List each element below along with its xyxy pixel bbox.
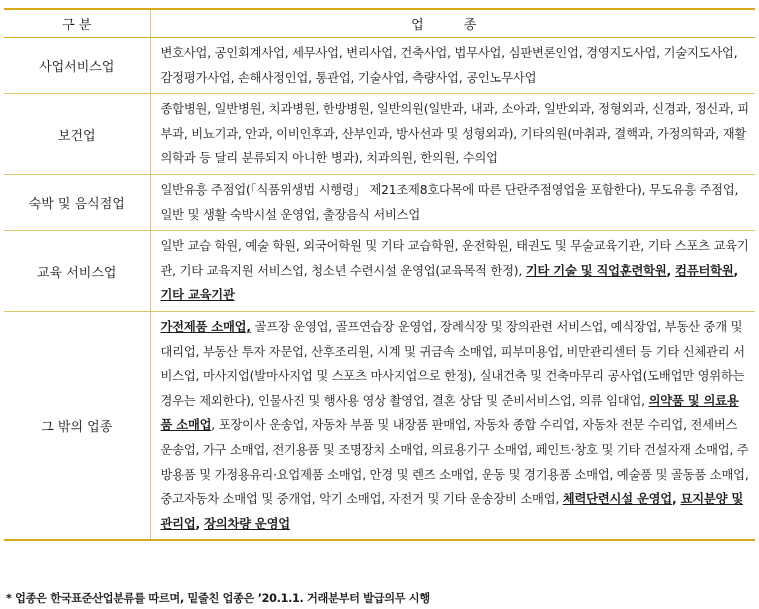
row-category: 그 밖의 업종 [4, 311, 150, 540]
row-industries [150, 231, 755, 312]
underlined-industry: 기타 기술 및 직업훈련학원 [525, 263, 667, 278]
underlined-industry: 가전제품 소매업, [160, 319, 251, 334]
row-category: 교육 서비스업 [4, 231, 150, 312]
row-category: 사업서비스업 [4, 38, 150, 94]
underlined-industry: 장의차량 운영업 [204, 516, 290, 531]
table-row [4, 231, 755, 312]
underlined-industry: 기타 교육기관 [160, 288, 235, 303]
industry-text: 일반유흥 주점업(「식품위생법 시행령」 제21조제8호다목에 따른 단란주점영업을 포함한다), 무도유흥 주점업, 일반 및 생활 숙박시설 운영업, 출장음식 서비스업 [160, 182, 739, 222]
industry-text: 일반 교습 학원, 예술 학원, 외국어학원 및 기타 교습학원, 운전학원, 태권도 및 무술교육기관, 기타 스포츠 교육기관, 기타 교육지원 서비스업, 청소년 수련시설 운영업(교육목적 한정), [160, 239, 749, 278]
industry-text: , [666, 263, 676, 278]
row-industries [150, 94, 755, 175]
header-category: 구 분 [4, 9, 150, 38]
row-industries [150, 38, 755, 94]
table-row [4, 38, 755, 94]
table-row [4, 311, 755, 540]
footnote: * 업종은 한국표준산업분류를 따르며, 밑줄친 업종은 ’20.1.1. 거래분부터 발급의무 시행 [6, 592, 430, 605]
industry-text: 변호사업, 공인회계사업, 세무사업, 변리사업, 건축사업, 법무사업, 심판변론인업, 경영지도사업, 기술지도사업, 감정평가사업, 손해사정인업, 통관업, 기술사업, 측량사업, 공인노무사업 [160, 46, 738, 85]
table-header-row [4, 9, 755, 38]
row-industries [150, 311, 755, 540]
table-row [4, 174, 755, 230]
underlined-industry: 체력단련시설 운영업 [562, 492, 672, 507]
industry-text: 종합병원, 일반병원, 치과병원, 한방병원, 일반의원(일반과, 내과, 소아과, 일반외과, 정형외과, 신경과, 정신과, 피부과, 비뇨기과, 안과, 이비인후과, 산부인과, 방사선과 및 성형외과), 기타의원(마취과, 결핵과, 가정의학과, 재활의학과 등 달리 분류되지 아니한 병과), 치과의원, 한의원, 수의업 [160, 102, 749, 166]
row-category: 보건업 [4, 94, 150, 175]
row-industries [150, 174, 755, 230]
industry-table [4, 8, 755, 541]
industry-text: , [672, 492, 681, 507]
industry-text: , [195, 516, 205, 531]
industry-text: 골프장 운영업, 골프연습장 운영업, 장례식장 및 장의관련 서비스업, 예식장업, 부동산 중개 및 대리업, 부동산 투자 자문업, 산후조리원, 시계 및 귀금속 소매업, 피부미용업, 비만관리센터 등 기타 신체관리 서비스업, 마사지업(발마사지업 및 스포츠 마사지업으로 한정), 실내건축 및 건축마무리 공사업(도배업만 영위하는 경우는 제외한다), 인물사진 및 행사용 영상 촬영업, 결혼 상담 및 준비서비스업, 의류 임대업, [160, 319, 745, 408]
underlined-industry: 컴퓨터학원 [675, 263, 734, 278]
header-industry: 업 종 [150, 9, 755, 38]
underlined-industry: 의약품 및 의료용품 소매업 [160, 393, 739, 433]
table-row [4, 94, 755, 175]
industry-text: , 포장이사 운송업, 자동차 부품 및 내장품 판매업, 자동차 종합 수리업, 자동차 전문 수리업, 전세버스 운송업, 가구 소매업, 전기용품 및 조명장치 소매업, 의료용기구 소매업, 페인트·창호 및 기타 건설자재 소매업, 주방용품 및 가정용유리·요업제품 소매업, 안경 및 렌즈 소매업, 운동 및 경기용품 소매업, 예술품 및 골동품 소매업, 중고자동차 소매업 및 중개업, 악기 소매업, 자전거 및 기타 운송장비 소매업, [160, 418, 749, 507]
industry-text: , [733, 263, 738, 278]
row-category: 숙박 및 음식점업 [4, 174, 150, 230]
underlined-industry: 묘지분양 및 관리업 [160, 492, 744, 531]
